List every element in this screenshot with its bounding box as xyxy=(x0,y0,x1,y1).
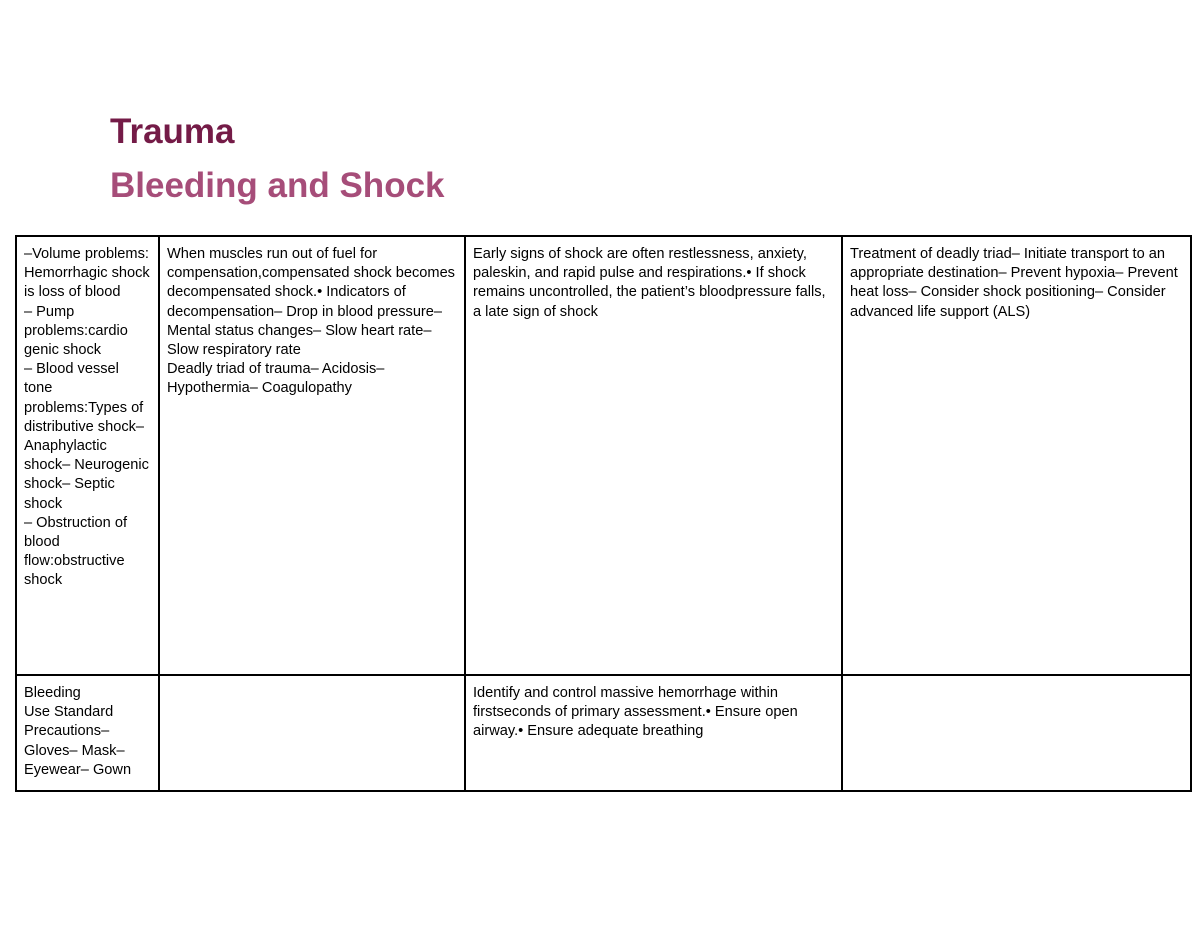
table-row xyxy=(16,236,1191,675)
page-title: Trauma xyxy=(110,112,235,151)
table-cell-r2-c1: Bleeding Use Standard Precautions– Gloves– Mask– Eyewear– Gown xyxy=(16,675,159,791)
table-cell-r2-c2 xyxy=(159,675,465,791)
table-cell-r1-c4: Treatment of deadly triad– Initiate transport to an appropriate destination– Prevent hypoxia– Prevent heat loss– Consider shock positioning– Consider advanced life support (ALS) xyxy=(842,236,1191,675)
table-row xyxy=(16,675,1191,791)
table-cell-r1-c2: When muscles run out of fuel for compensation,compensated shock becomes decompensated shock.• Indicators of decompensation– Drop in blood pressure– Mental status changes– Slow heart rate– Slow respiratory rate Deadly triad of trauma– Acidosis– Hypothermia– Coagulopathy xyxy=(159,236,465,675)
title-block xyxy=(110,112,445,206)
table-cell-r2-c4 xyxy=(842,675,1191,791)
table-cell-r2-c3: Identify and control massive hemorrhage within firstseconds of primary assessment.• Ensure open airway.• Ensure adequate breathing xyxy=(465,675,842,791)
table-cell-r1-c1: –Volume problems: Hemorrhagic shock is loss of blood – Pump problems:cardio genic shock – Blood vessel tone problems:Types of distributive shock– Anaphylactic shock– Neurogenic shock– Septic shock – Obstruction of blood flow:obstructive shock xyxy=(16,236,159,675)
table-cell-r1-c3: Early signs of shock are often restlessness, anxiety, paleskin, and rapid pulse and respirations.• If shock remains uncontrolled, the patient’s bloodpressure falls, a late sign of shock xyxy=(465,236,842,675)
page-subtitle: Bleeding and Shock xyxy=(110,166,445,205)
notes-table xyxy=(15,235,1192,792)
